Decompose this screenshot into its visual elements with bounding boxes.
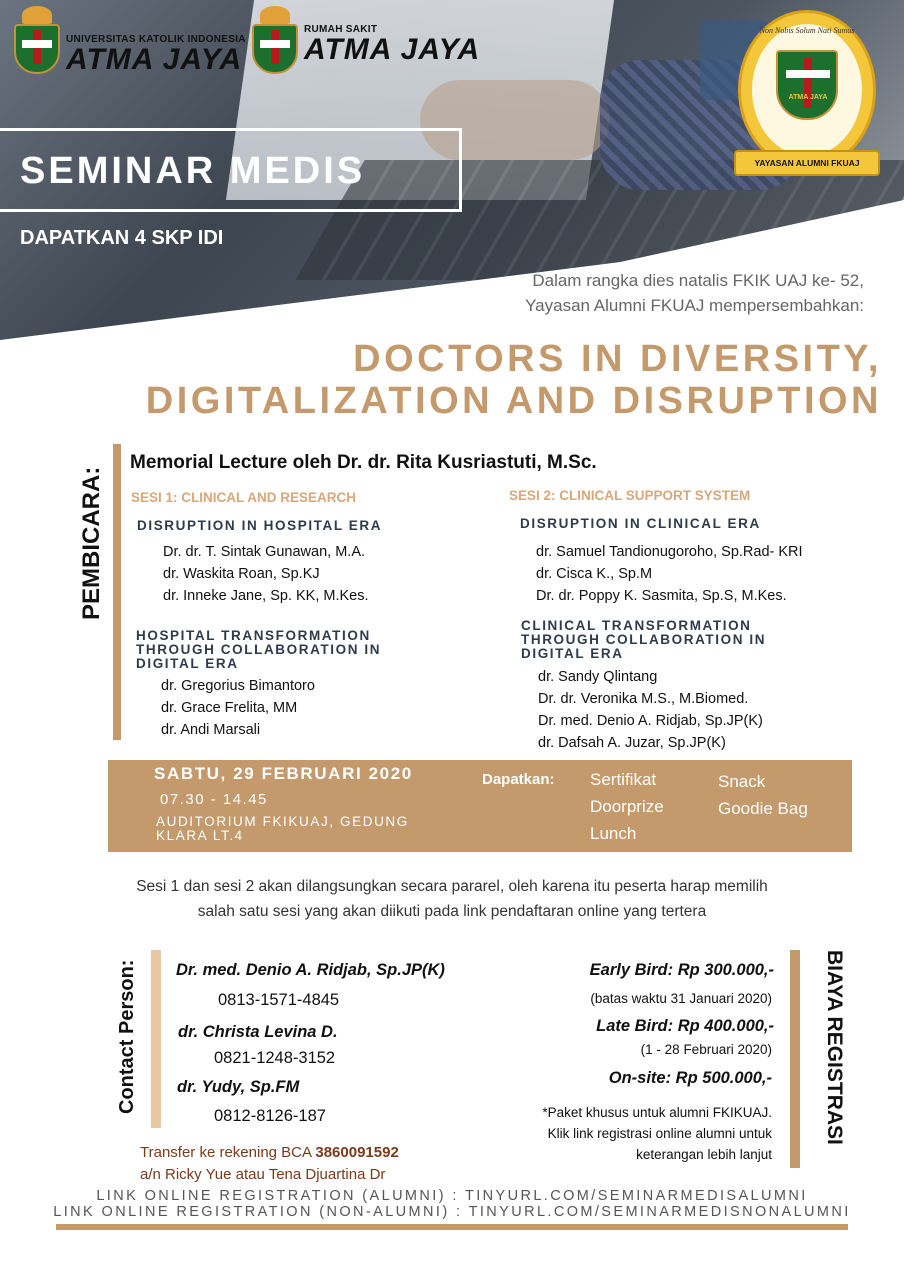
event-venue: AUDITORIUM FKIKUAJ, GEDUNG KLARA LT.4 bbox=[156, 814, 409, 843]
session-2-topic-1-speakers bbox=[536, 541, 803, 607]
speaker-name: dr. Inneke Jane, Sp. KK, M.Kes. bbox=[163, 588, 369, 604]
benefits-list-1 bbox=[590, 766, 664, 847]
alumni-package-note bbox=[490, 1102, 772, 1165]
benefits-label: Dapatkan: bbox=[482, 771, 555, 788]
session-1-topic-2-speakers bbox=[161, 675, 315, 741]
contact-name: dr. Christa Levina D. bbox=[178, 1023, 338, 1041]
session-note bbox=[60, 874, 844, 924]
session-2-topic-2-speakers bbox=[538, 666, 763, 754]
seal-motto: Non Nobis Solum Nati Sumus bbox=[759, 26, 855, 35]
contact-phone[interactable]: 0821-1248-3152 bbox=[214, 1049, 336, 1067]
speaker-name: dr. Sandy Qlintang bbox=[538, 669, 658, 685]
hospital-logo bbox=[250, 10, 480, 90]
paket-line: keterangan lebih lanjut bbox=[636, 1147, 772, 1162]
crest-icon bbox=[250, 10, 300, 76]
seal-shield-icon: ATMA JAYA bbox=[776, 50, 838, 120]
speaker-name: Dr. med. Denio A. Ridjab, Sp.JP(K) bbox=[538, 713, 763, 729]
topic-line: DIGITAL ERA bbox=[136, 656, 239, 671]
topic-line: DIGITAL ERA bbox=[521, 646, 624, 661]
transfer-prefix: Transfer ke rekening BCA bbox=[140, 1144, 312, 1161]
late-bird-period: (1 - 28 Februari 2020) bbox=[640, 1042, 772, 1057]
pricing-accent-bar bbox=[790, 950, 800, 1168]
session-2-topic-2 bbox=[521, 619, 766, 661]
intro-text bbox=[440, 268, 864, 318]
alumni-registration-link[interactable]: LINK ONLINE REGISTRATION (ALUMNI) : TINYURL.COM/SEMINARMEDISALUMNI bbox=[96, 1188, 808, 1204]
speaker-name: dr. Andi Marsali bbox=[161, 722, 261, 738]
event-time: 07.30 - 14.45 bbox=[160, 791, 268, 808]
topic-line: CLINICAL TRANSFORMATION bbox=[521, 618, 752, 633]
session-1-title: SESI 1: CLINICAL AND RESEARCH bbox=[131, 490, 357, 505]
seal-ribbon: YAYASAN ALUMNI FKUAJ bbox=[734, 150, 880, 176]
speaker-name: dr. Cisca K., Sp.M bbox=[536, 566, 653, 582]
session-1-topic-1: DISRUPTION IN HOSPITAL ERA bbox=[137, 518, 383, 533]
topic-line: THROUGH COLLABORATION IN bbox=[136, 642, 382, 657]
speaker-name: dr. Gregorius Bimantoro bbox=[161, 678, 315, 694]
session-1-topic-1-speakers bbox=[163, 541, 369, 607]
early-bird-price: Early Bird: Rp 300.000,- bbox=[589, 961, 774, 979]
non-alumni-registration-link[interactable]: LINK ONLINE REGISTRATION (NON-ALUMNI) : TINYURL.COM/SEMINARMEDISNONALUMNI bbox=[53, 1204, 851, 1220]
speakers-label: PEMBICARA: bbox=[78, 466, 105, 620]
speaker-name: dr. Samuel Tandionugoroho, Sp.Rad- KRI bbox=[536, 544, 803, 560]
university-logo-big-text: ATMA JAYA bbox=[66, 43, 243, 76]
note-line: salah satu sesi yang akan diikuti pada link pendaftaran online yang tertera bbox=[197, 903, 707, 920]
benefits-list-2 bbox=[718, 768, 808, 822]
speaker-name: dr. Grace Frelita, MM bbox=[161, 700, 298, 716]
skp-subtitle: DAPATKAN 4 SKP IDI bbox=[20, 227, 224, 249]
topic-line: THROUGH COLLABORATION IN bbox=[521, 632, 767, 647]
early-bird-deadline: (batas waktu 31 Januari 2020) bbox=[590, 991, 772, 1006]
hospital-logo-small-text: RUMAH SAKIT bbox=[304, 24, 378, 35]
main-title-line: DOCTORS IN DIVERSITY, bbox=[353, 338, 882, 380]
late-bird-price: Late Bird: Rp 400.000,- bbox=[596, 1017, 774, 1035]
main-title bbox=[30, 338, 882, 422]
seminar-title: SEMINAR MEDIS bbox=[20, 150, 366, 192]
contact-accent-bar bbox=[151, 950, 161, 1128]
benefit-item: Goodie Bag bbox=[718, 799, 808, 818]
speaker-name: Dr. dr. Veronika M.S., M.Biomed. bbox=[538, 691, 749, 707]
contact-phone[interactable]: 0813-1571-4845 bbox=[218, 991, 340, 1009]
benefit-item: Doorprize bbox=[590, 797, 664, 816]
main-title-line: DIGITALIZATION AND DISRUPTION bbox=[145, 380, 882, 422]
session-1-topic-2 bbox=[136, 629, 381, 671]
event-date: SABTU, 29 FEBRUARI 2020 bbox=[154, 764, 413, 783]
paket-line: *Paket khusus untuk alumni FKIKUAJ. bbox=[542, 1105, 772, 1120]
contact-name: Dr. med. Denio A. Ridjab, Sp.JP(K) bbox=[176, 961, 445, 979]
paket-line: Klik link registrasi online alumni untuk bbox=[547, 1126, 772, 1141]
topic-line: HOSPITAL TRANSFORMATION bbox=[136, 628, 371, 643]
contact-phone[interactable]: 0812-8126-187 bbox=[214, 1107, 326, 1125]
onsite-price: On-site: Rp 500.000,- bbox=[608, 1069, 772, 1087]
hospital-logo-big-text: ATMA JAYA bbox=[304, 33, 481, 66]
pricing-label: BIAYA REGISTRASI bbox=[823, 950, 846, 1145]
contact-label: Contact Person: bbox=[116, 959, 138, 1114]
speaker-name: Dr. dr. Poppy K. Sasmita, Sp.S, M.Kes. bbox=[536, 588, 787, 604]
contact-name: dr. Yudy, Sp.FM bbox=[177, 1078, 300, 1096]
session-2-topic-1: DISRUPTION IN CLINICAL ERA bbox=[520, 516, 761, 531]
benefit-item: Sertifikat bbox=[590, 770, 657, 789]
memorial-lecture: Memorial Lecture oleh Dr. dr. Rita Kusriastuti, M.Sc. bbox=[130, 452, 597, 473]
university-logo bbox=[12, 10, 246, 90]
account-number: 3860091592 bbox=[315, 1144, 399, 1161]
alumni-seal-logo bbox=[738, 10, 876, 190]
bank-transfer-info bbox=[140, 1142, 399, 1186]
intro-line: Dalam rangka dies natalis FKIK UAJ ke- 52, bbox=[532, 271, 864, 290]
speaker-name: Dr. dr. T. Sintak Gunawan, M.A. bbox=[163, 544, 366, 560]
crest-icon bbox=[12, 10, 62, 76]
note-line: Sesi 1 dan sesi 2 akan dilangsungkan secara pararel, oleh karena itu peserta harap memilih bbox=[136, 878, 768, 895]
speakers-accent-bar bbox=[113, 444, 121, 740]
benefit-item: Lunch bbox=[590, 824, 637, 843]
bottom-divider bbox=[56, 1224, 848, 1230]
speaker-name: dr. Dafsah A. Juzar, Sp.JP(K) bbox=[538, 735, 726, 751]
university-logo-small-text: UNIVERSITAS KATOLIK INDONESIA bbox=[66, 34, 246, 45]
account-names: a/n Ricky Yue atau Tena Djuartina Dr bbox=[140, 1166, 386, 1183]
intro-line: Yayasan Alumni FKUAJ mempersembahkan: bbox=[525, 296, 864, 315]
benefit-item: Snack bbox=[718, 772, 766, 791]
speaker-name: dr. Waskita Roan, Sp.KJ bbox=[163, 566, 320, 582]
session-2-title: SESI 2: CLINICAL SUPPORT SYSTEM bbox=[509, 488, 751, 503]
